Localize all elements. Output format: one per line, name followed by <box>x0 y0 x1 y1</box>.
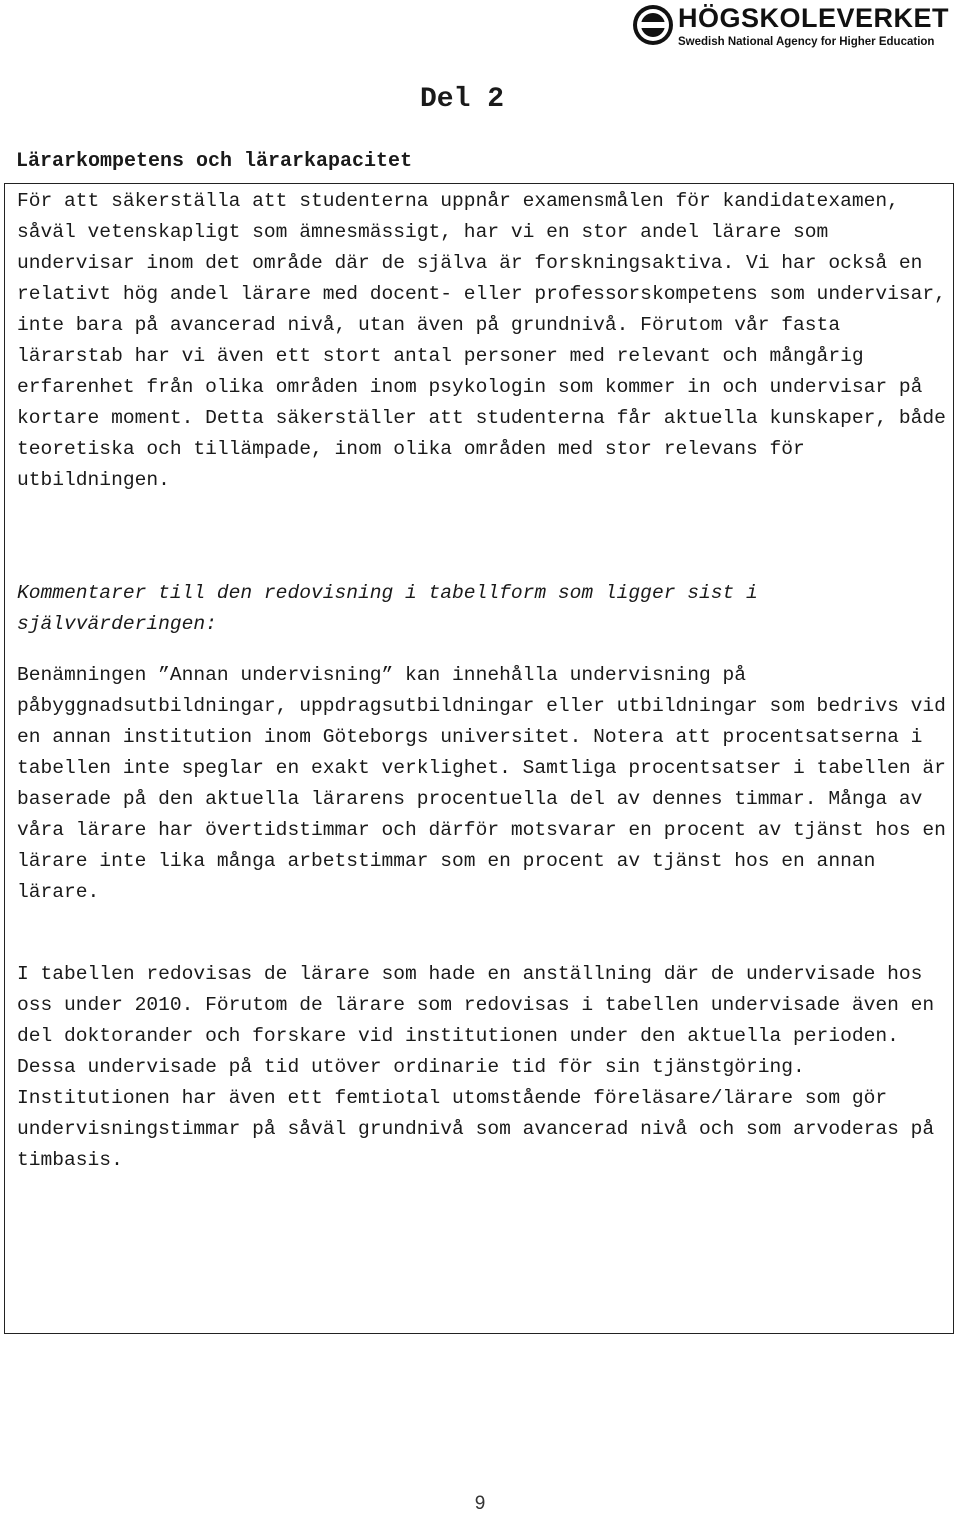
logo-subtitle: Swedish National Agency for Higher Education <box>678 36 935 48</box>
part-heading: Del 2 <box>420 84 505 115</box>
paragraph-table-teachers: I tabellen redovisas de lärare som hade en anställning där de undervisade hos oss under 2010. Förutom de lärare som redovisas i tabellen undervisade även en del doktorander och forskare vid institutionen under den aktuella perioden. Dessa undervisade på tid utöver ordinarie tid för sin tjänstgöring. Institutionen har även ett femtiotal utomstående föreläsare/lärare som gör undervisningstimmar på såväl grundnivå som avancerad nivå och som arvoderas på timbasis. <box>17 963 935 1171</box>
section-heading: Lärarkompetens och lärarkapacitet <box>16 150 413 173</box>
paragraph-competence: För att säkerställa att studenterna uppnår examensmålen för kandidatexamen, såväl vetenskapligt som ämnesmässigt, har vi en stor andel lärare som undervisar inom det område där de själva är forskningsaktiva. Vi har också en relativt hög andel lärare med docent- eller professorskompetens som undervisar, inte bara på avancerad nivå, utan även på grundnivå. Förutom vår fasta lärarstab har vi även ett stort antal personer med relevant och mångårig erfarenhet från olika områden inom psykologin som kommer in och undervisar på kortare moment. Detta säkerställer att studenterna får aktuella kunskaper, både teoretiska och tillämpade, inom olika områden med stor relevans för utbildningen. <box>17 190 946 491</box>
paragraph-other-teaching: Benämningen ”Annan undervisning” kan innehålla undervisning på påbyggnadsutbildningar, uppdragsutbildningar eller utbildningar som bedrivs vid en annan institution inom Göteborgs universitet. Notera att procentsatserna i tabellen inte speglar en exakt verklighet. Samtliga procentsatser i tabellen är baserade på den aktuella lärarens procentuella del av dennes timmar. Många av våra lärare har övertidstimmar och därför motsvarar en procent av tjänst hos en lärare inte lika många arbetstimmar som en procent av tjänst hos en annan lärare. <box>17 664 946 903</box>
page-number: 9 <box>474 1493 486 1514</box>
logo-name: HÖGSKOLEVERKET <box>678 3 950 33</box>
text-box <box>4 183 954 1334</box>
logo-emblem-icon <box>632 2 674 48</box>
paragraph-comments-intro: Kommentarer till den redovisning i tabellform som ligger sist i självvärderingen: <box>17 582 758 635</box>
hogskoleverket-logo <box>632 2 954 52</box>
